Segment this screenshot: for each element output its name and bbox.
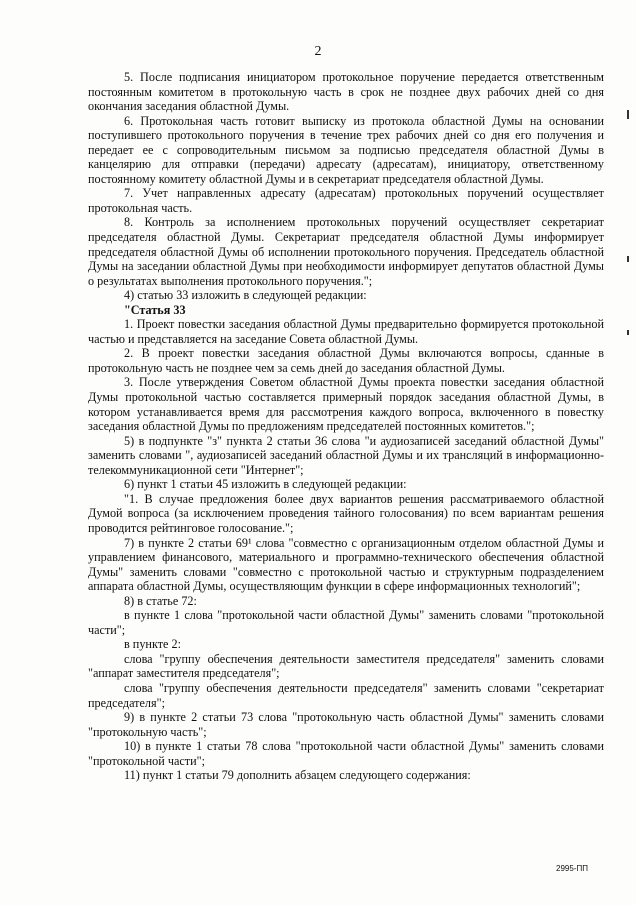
paragraph: слова "группу обеспечения деятельности заместителя председателя" заменить словами "аппарат заместителя председателя"; [88,651,604,681]
paragraph: 7) в пункте 2 статьи 69¹ слова "совместно с организационным отделом областной Думы и управлением финансового, материального и программно-технического обеспечения областной Думы" заменить словами "совместно с протокольной частью и структурным подразделением аппарата областной Думы, осуществляющим функции в сфере информационных технологий"; [88,535,604,594]
scan-mark [627,256,629,262]
paragraph: 1. Проект повестки заседания областной Думы предварительно формируется протокольной частью и представляется на заседание Совета областной Думы. [88,317,604,346]
paragraph: 7. Учет направленных адресату (адресатам) протокольных поручений осуществляет протокольная часть. [88,186,604,215]
paragraph: 5) в подпункте "з" пункта 2 статьи 36 слова "и аудиозаписей заседаний областной Думы" заменить словами ", аудиозаписей заседаний областной Думы и их трансляций в информационно-телекоммуникационной сети "Интернет"; [88,433,604,477]
paragraph: 10) в пункте 1 статьи 78 слова "протокольной части областной Думы" заменить словами "протокольной части"; [88,739,604,768]
paragraph: 6. Протокольная часть готовит выписку из протокола областной Думы на основании поступившего протокольного поручения в течение трех рабочих дней со дня его получения и передает ее с сопроводительным письмом за подписью председателя областной Думы в канцелярию для отправки (передачи) адресату (адресатам), инициатору, ответственному постоянному комитету областной Думы и в секретариат председателя областной Думы. [88,113,604,186]
paragraph: 3. После утверждения Советом областной Думы проекта повестки заседания областной Думы протокольной частью составляется примерный порядок заседания областной Думы, в котором устанавливается время для рассмотрения каждого вопроса, включенного в повестку заседания областной Думы по предложениям председателей постоянных комитетов."; [88,375,604,434]
paragraph: слова "группу обеспечения деятельности председателя" заменить словами "секретариат председателя"; [88,680,604,710]
paragraph: 9) в пункте 2 статьи 73 слова "протокольную часть областной Думы" заменить словами "протокольную часть"; [88,710,604,739]
paragraph: 5. После подписания инициатором протокольное поручение передается ответственным постоянным комитетом в протокольную часть в срок не позднее двух рабочих дней со дня окончания заседания областной Думы. [88,70,604,114]
scan-mark [627,110,629,119]
paragraph: 8. Контроль за исполнением протокольных поручений осуществляет секретариат председателя областной Думы. Секретариат председателя областной Думы информирует председателя областной Думы об исполнении протокольного поручения. Председатель областной Думы на заседании областной Думы при необходимости информирует депутатов областной Думы о результатах выполнения протокольного поручения."; [88,215,604,288]
page-number: 2 [314,44,322,59]
scan-mark [627,330,629,335]
paragraph: в пункте 2: [124,637,181,652]
document-code: 2995-ПП [556,864,588,873]
paragraph: "1. В случае предложения более двух вариантов решения рассматриваемого областной Думой вопроса (за исключением проведения тайного голосования) по всем вариантам решения проводится рейтинговое голосование."; [88,491,604,535]
document-body [88,70,604,783]
paragraph: 11) пункт 1 статьи 79 дополнить абзацем следующего содержания: [124,768,471,783]
paragraph: 6) пункт 1 статьи 45 изложить в следующей редакции: [124,477,407,492]
paragraph: в пункте 1 слова "протокольной части областной Думы" заменить словами "протокольной части"; [88,608,604,637]
paragraph: 2. В проект повестки заседания областной Думы включаются вопросы, сданные в протокольную часть не позднее чем за семь дней до заседания областной Думы. [88,346,604,375]
paragraph: 8) в статье 72: [124,593,197,608]
article-heading: "Статья 33 [124,302,186,317]
paragraph: 4) статью 33 изложить в следующей редакции: [124,288,367,303]
